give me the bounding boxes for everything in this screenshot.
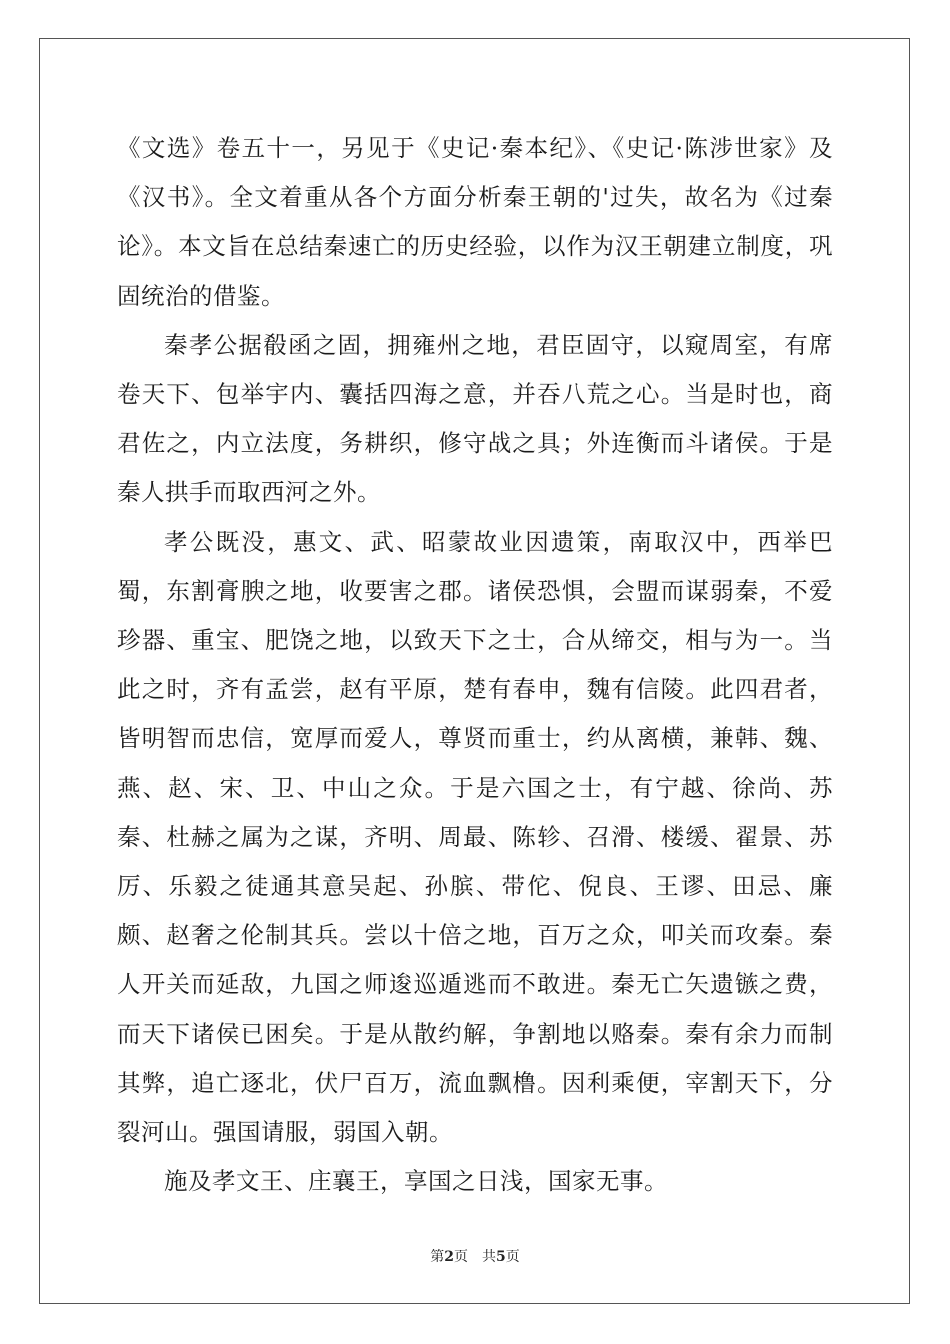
document-body	[117, 124, 833, 1206]
footer-page-current: 2	[444, 1249, 454, 1265]
footer-suffix: 页	[505, 1249, 520, 1265]
paragraph-xiaogong-jimo: 孝公既没，惠文、武、昭蒙故业因遗策，南取汉中，西举巴蜀，东割膏腴之地，收要害之郡。诸侯恐惧，会盟而谋弱秦，不爱珍器、重宝、肥饶之地，以致天下之士，合从缔交，相与为一。当此之时，齐有孟尝，赵有平原，楚有春申，魏有信陵。此四君者，皆明智而忠信，宽厚而爱人，尊贤而重士，约从离横，兼韩、魏、燕、赵、宋、卫、中山之众。于是六国之士，有宁越、徐尚、苏秦、杜赫之属为之谋，齐明、周最、陈轸、召滑、楼缓、翟景、苏厉、乐毅之徒通其意吴起、孙膑、带佗、倪良、王谬、田忌、廉颇、赵奢之伦制其兵。尝以十倍之地，百万之众，叩关而攻秦。秦人开关而延敌，九国之师逡巡遁逃而不敢进。秦无亡矢遗镞之费，而天下诸侯已困矣。于是从散约解，争割地以赂秦。秦有余力而制其弊，追亡逐北，伏尸百万，流血飘橹。因利乘便，宰割天下，分裂河山。强国请服，弱国入朝。	[117, 527, 833, 1147]
footer-mid: 页 共	[454, 1249, 496, 1265]
paragraph-xiaowen-wang: 施及孝文王、庄襄王，享国之日浅，国家无事。	[164, 1167, 668, 1196]
footer-prefix: 第	[430, 1249, 445, 1265]
footer-page-total: 5	[496, 1249, 506, 1265]
paragraph-qin-xiaogong: 秦孝公据殽函之固，拥雍州之地，君臣固守，以窥周室，有席卷天下、包举宇内、囊括四海之意，并吞八荒之心。当是时也，商君佐之，内立法度，务耕织，修守战之具；外连衡而斗诸侯。于是秦人拱手而取西河之外。	[117, 330, 833, 507]
paragraph-intro: 《文选》卷五十一，另见于《史记·秦本纪》、《史记·陈涉世家》及《汉书》。全文着重从各个方面分析秦王朝的'过失，故名为《过秦论》。本文旨在总结秦速亡的历史经验，以作为汉王朝建立制度，巩固统治的借鉴。	[117, 134, 833, 310]
page-footer	[0, 1246, 950, 1266]
